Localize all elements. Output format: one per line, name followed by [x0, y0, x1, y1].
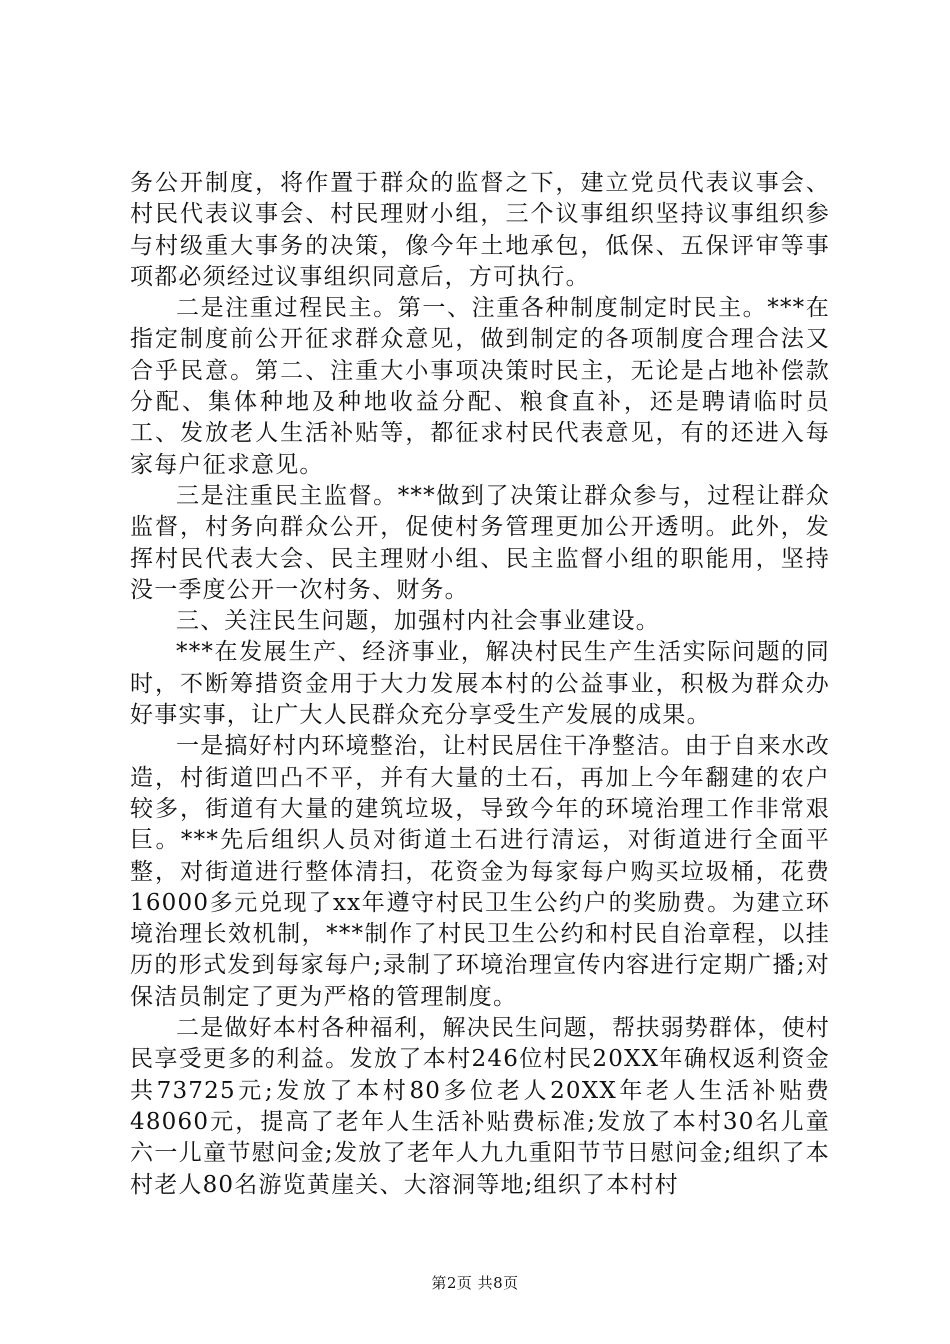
page-number-footer: 第2页 共8页: [431, 1274, 519, 1292]
paragraph-6: 一是搞好村内环境整治，让村民居住干净整洁。由于自来水改造，村街道凹凸不平，并有大量的土石，再加上今年翻建的农户较多，街道有大量的建筑垃圾，导致今年的环境治理工作非常艰巨。***先后组织人员对街道土石进行清运，对街道进行全面平整，对街道进行整体清扫，花资金为每家每户购买垃圾桶，花费16000多元兑现了xx年遵守村民卫生公约户的奖励费。为建立环境治理长效机制，***制作了村民卫生公约和村民自治章程，以挂历的形式发到每家每户;录制了环境治理宣传内容进行定期广播;对保洁员制定了更为严格的管理制度。: [130, 733, 830, 1010]
section-heading: 三、关注民生问题，加强村内社会事业建设。: [176, 608, 660, 635]
paragraph-1: 务公开制度，将作置于群众的监督之下，建立党员代表议事会、村民代表议事会、村民理财小组，三个议事组织坚持议事组织参与村级重大事务的决策，像今年土地承包，低保、五保评审等事项都必须经过议事组织同意后，方可执行。: [130, 170, 830, 290]
document-body: [130, 168, 830, 1201]
paragraph-7: 二是做好本村各种福利，解决民生问题，帮扶弱势群体，使村民享受更多的利益。发放了本村246位村民20XX年确权返利资金共73725元;发放了本村80多位老人20XX年老人生活补贴费48060元，提高了老年人生活补贴费标准;发放了本村30名儿童六一儿童节慰问金;发放了老年人九九重阳节节日慰问金;组织了本村老人80名游览黄崖关、大溶洞等地;组织了本村村: [130, 1015, 830, 1198]
paragraph-5: ***在发展生产、经济事业，解决村民生产生活实际问题的同时，不断筹措资金用于大力发展本村的公益事业，积极为群众办好事实事，让广大人民群众充分享受生产发展的成果。: [130, 639, 830, 729]
paragraph-2: 二是注重过程民主。第一、注重各种制度制定时民主。***在指定制度前公开征求群众意见，做到制定的各项制度合理合法又合乎民意。第二、注重大小事项决策时民主，无论是占地补偿款分配、集体种地及种地收益分配、粮食直补，还是聘请临时员工、发放老人生活补贴等，都征求村民代表意见，有的还进入每家每户征求意见。: [130, 295, 830, 478]
paragraph-3: 三是注重民主监督。***做到了决策让群众参与，过程让群众监督，村务向群众公开，促使村务管理更加公开透明。此外，发挥村民代表大会、民主理财小组、民主监督小组的职能用，坚持没一季度公开一次村务、财务。: [130, 482, 830, 603]
